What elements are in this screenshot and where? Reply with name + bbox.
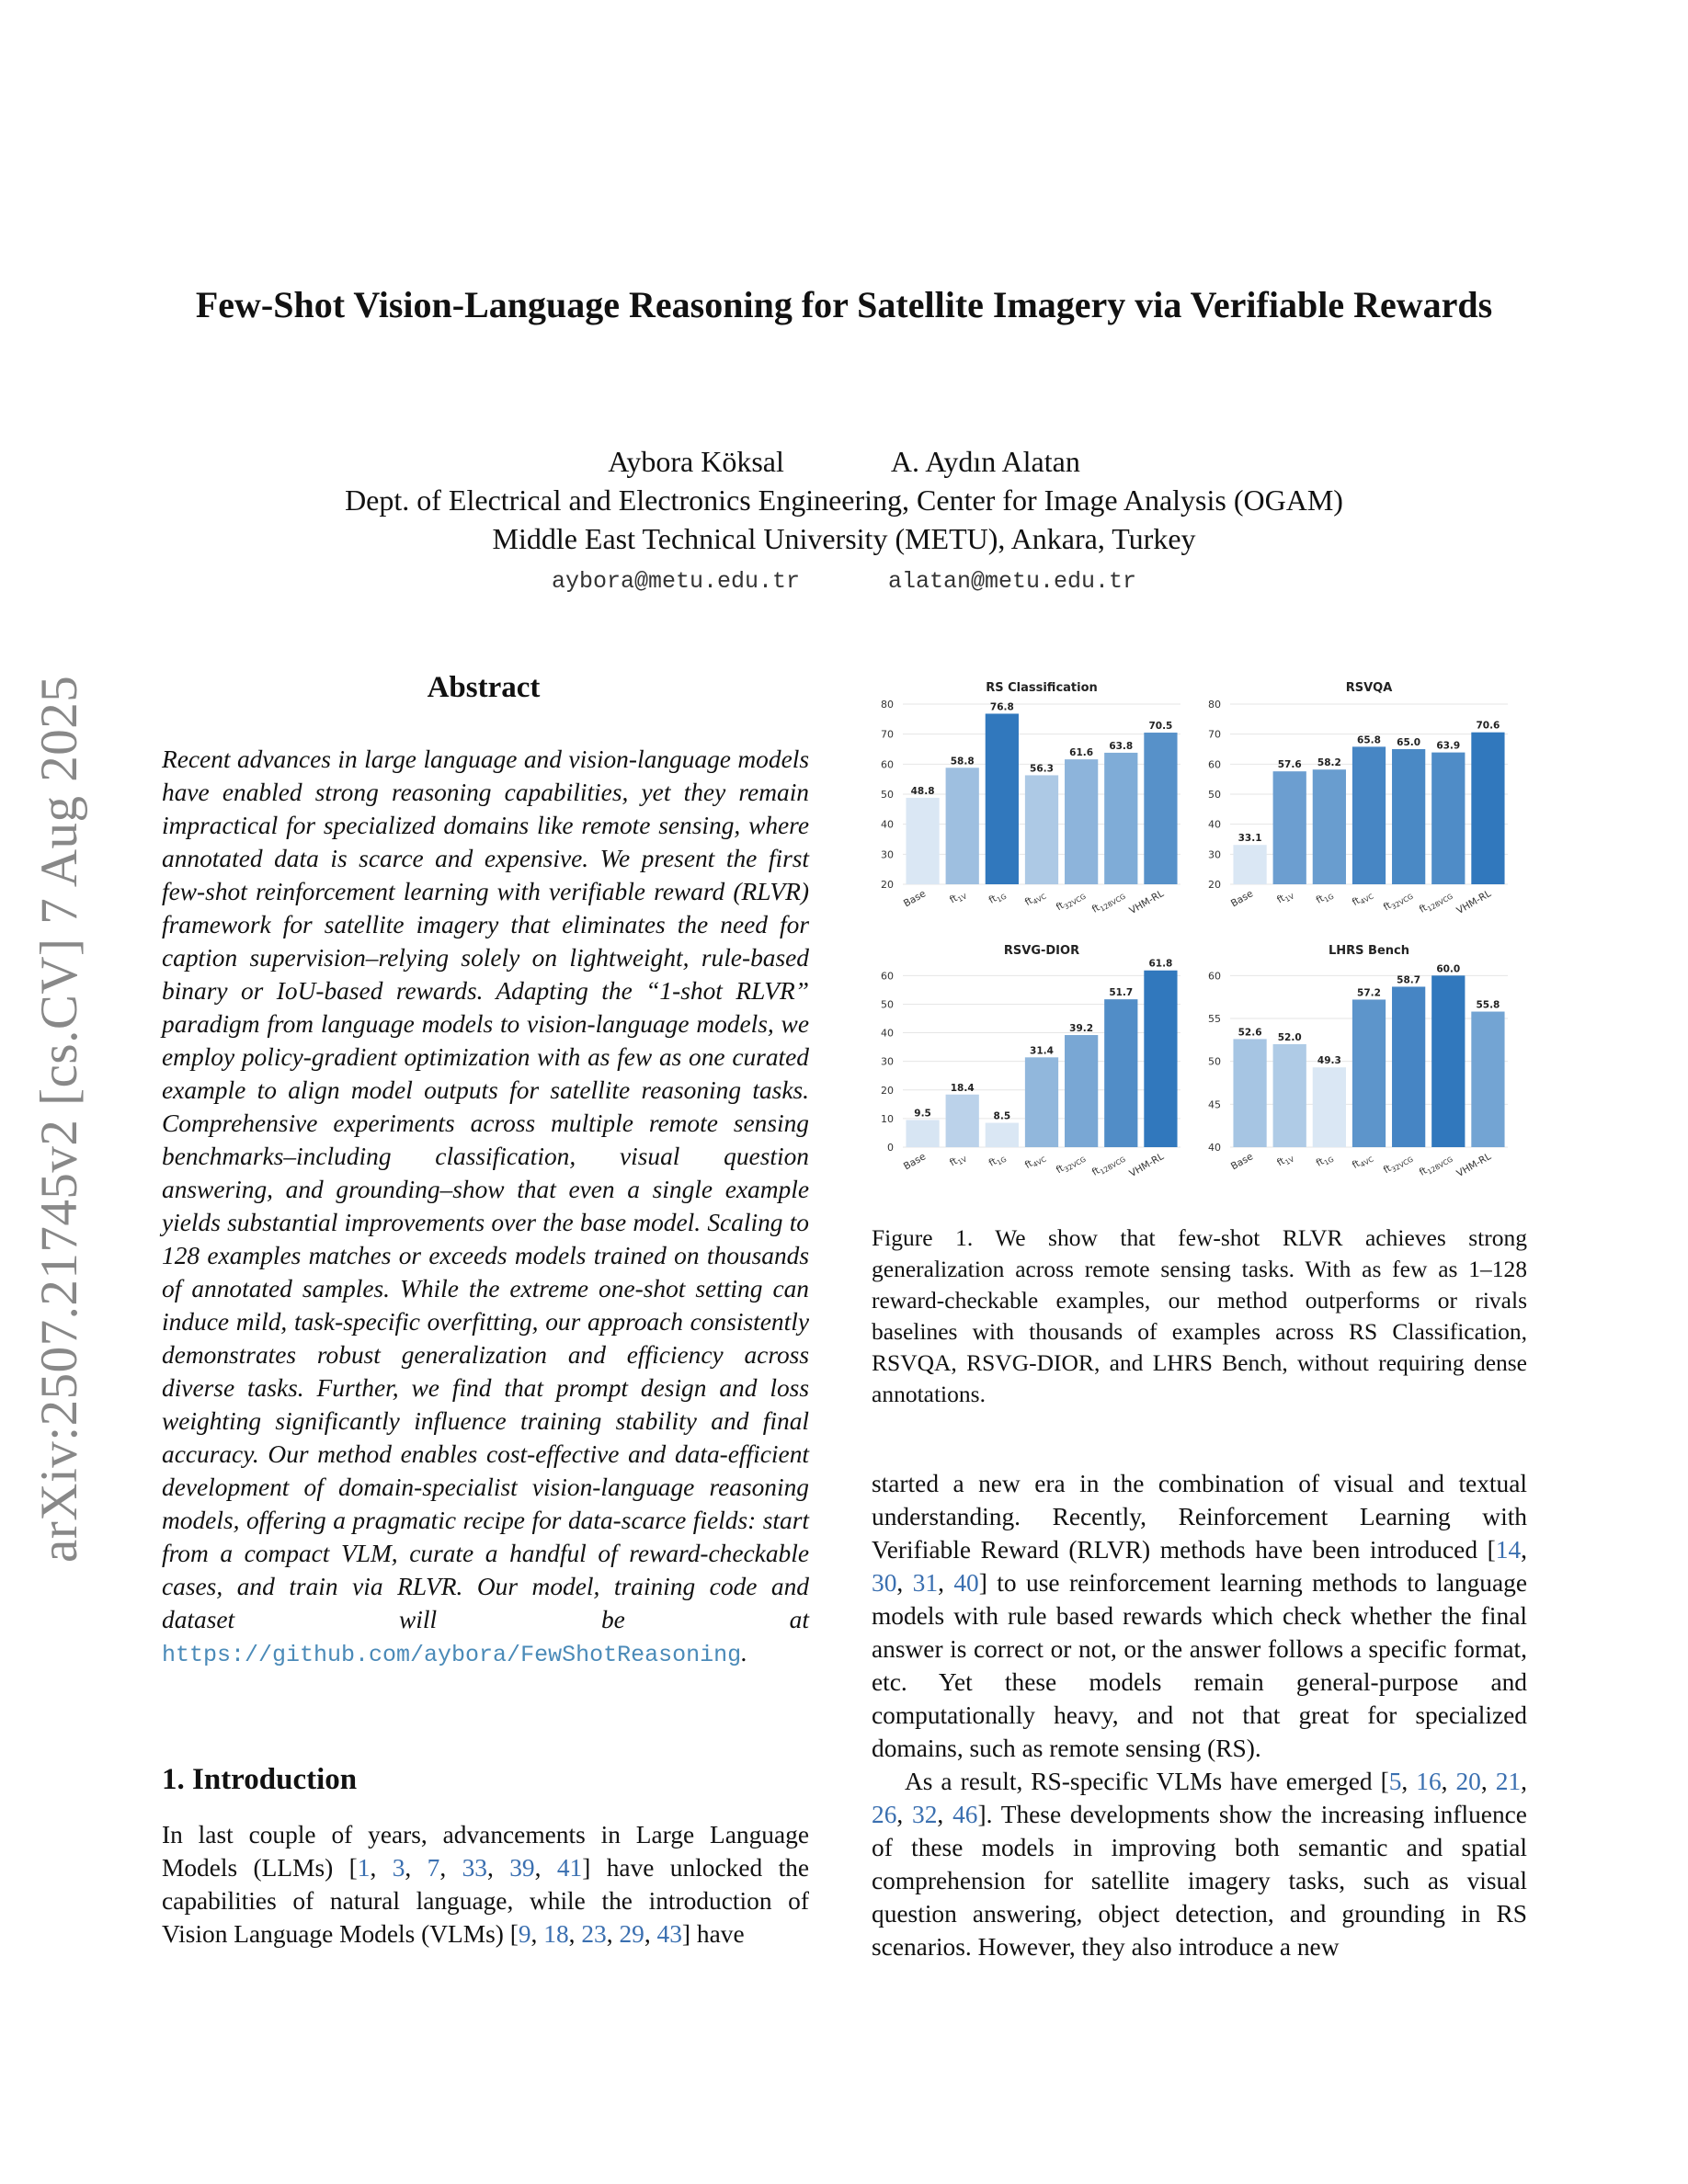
bar [1392, 749, 1425, 884]
x-tick-label [1275, 888, 1296, 907]
x-tick-label [1055, 1151, 1088, 1177]
tick-main: ft [987, 1155, 999, 1169]
citation-separator: , [370, 1854, 393, 1882]
bar-value-label: 70.5 [1148, 721, 1173, 733]
bar-value-label: 9.5 [914, 1108, 931, 1120]
bar-value-label: 39.2 [1069, 1023, 1094, 1035]
bar [986, 1123, 1019, 1147]
bar-value-label: 76.8 [989, 701, 1014, 713]
tick-subscript: 1V [1283, 1155, 1296, 1167]
bar-value-label: 57.2 [1357, 987, 1381, 999]
chart-panel [1208, 681, 1508, 916]
citation-separator: , [1401, 1768, 1417, 1795]
bar [986, 713, 1019, 884]
abstract-text: Recent advances in large language and vision-language models have enabled strong reasoning capabilities, yet they remain impractical for specialized domains like remote sensing, where annotated data is scarce and expensive. We present the first few-shot reinforcement learning with verifiable reward (RLVR) framework for satellite imagery that eliminates the need for caption supervision–relying solely on lightweight, rule-based binary or IoU-based rewards. Adapting the “1-shot RLVR” paradigm from language models to vision-language models, we employ policy-gradient optimization with as few as one curated example to align model outputs for satellite reasoning tasks. Comprehensive experiments across multiple remote sensing benchmarks–including classification, visual question answering, and grounding–show that even a single example yields substantial improvements over the base model. Scaling to 128 examples matches or exceeds models trained on thousands of annotated samples. While the extreme one-shot setting can induce mild, task-specific overfitting, our approach consistently demonstrates robust generalization and efficiency across diverse tasks. Further, we find that prompt design and loss weighting significantly influence training stability and final accuracy. Our method enables cost-effective and data-efficient development of domain-specialist vision-language reasoning models, offering a pragmatic recipe for data-scarce fields: start from a compact VLM, curate a handful of reward-checkable cases, and train via RLVR. Our model, training code and dataset will be at [162, 745, 809, 1633]
tick-subscript: 32VCG [1389, 1155, 1415, 1175]
text-run: ] have unlocked the capabilities of natural language, while the introduction of Vision Language Models (VLMs) [ [162, 1854, 810, 1948]
tick-main: ft [1350, 1157, 1363, 1171]
tick-subscript: 4VC [1031, 1155, 1048, 1169]
figure-caption: Figure 1. We show that few-shot RLVR achieves strong generalization across remote sensing tasks. With as few as 1–128 reward-checkable examples, our method outperforms or rivals baselines with thousands of examples across RS Classification, RSVQA, RSVG-DIOR, and LHRS Bench, without requiring dense annotations. [872, 1224, 1527, 1407]
y-tick-label: 40 [1208, 818, 1221, 831]
x-tick-label [1090, 888, 1127, 916]
section-heading-introduction: 1. Introduction [162, 1763, 358, 1796]
bar [1352, 999, 1386, 1147]
citation-separator: , [896, 1569, 913, 1597]
email: aybora@metu.edu.tr [551, 568, 800, 595]
bar-value-label: 33.1 [1237, 833, 1262, 845]
y-tick-label: 60 [881, 758, 894, 771]
citation-separator: , [896, 1801, 913, 1828]
tick-main: ft [1275, 893, 1287, 906]
citation-separator: , [530, 1920, 544, 1948]
bar-value-label: 65.0 [1397, 737, 1421, 748]
citation-ref[interactable]: 16 [1416, 1768, 1442, 1795]
tick-main: ft [987, 893, 999, 906]
tick-main: ft [948, 1155, 960, 1169]
x-tick-label [1315, 1151, 1336, 1170]
x-tick-label [1275, 1151, 1296, 1170]
bar-value-label: 31.4 [1030, 1045, 1054, 1057]
bar [1065, 1035, 1098, 1147]
author-name: A. Aydın Alatan [890, 445, 1080, 478]
x-tick-label [948, 888, 969, 907]
figure-1-charts [868, 677, 1526, 1191]
y-tick-label: 50 [881, 998, 894, 1011]
citation-ref[interactable]: 32 [912, 1801, 938, 1828]
text-run: ]. These developments show the increasing influence of these models in improving both semantic and spatial comprehension for satellite imagery tasks, such as visual question answering, object detection, and grounding in RS scenarios. However, they also introduce a new [872, 1801, 1527, 1961]
tick-subscript: 1G [995, 892, 1009, 904]
citation-group [358, 1854, 582, 1882]
x-tick-label: Base [1228, 888, 1256, 910]
y-tick-label: 30 [881, 1055, 894, 1068]
chart-title: RSVQA [1345, 681, 1393, 695]
citation-ref[interactable]: 5 [1388, 1768, 1402, 1795]
tick-subscript: 1V [956, 892, 969, 904]
bar-value-label: 56.3 [1030, 763, 1054, 775]
bar-value-label: 63.8 [1109, 740, 1134, 752]
abstract-body [162, 743, 809, 1672]
right-column-paragraph [872, 1467, 1527, 1765]
x-tick-label: VHM-RL [1127, 888, 1166, 917]
tick-subscript: 1G [1322, 892, 1336, 904]
citation-ref[interactable]: 23 [581, 1920, 607, 1948]
bar-value-label: 49.3 [1317, 1055, 1341, 1067]
citation-separator: , [486, 1854, 510, 1882]
x-tick-label [987, 1151, 1009, 1170]
x-tick-label: VHM-RL [1454, 888, 1493, 917]
y-tick-label: 20 [881, 879, 894, 891]
y-tick-label: 40 [881, 1027, 894, 1040]
citation-separator: , [1521, 1536, 1527, 1564]
x-tick-label: Base [1228, 1151, 1256, 1173]
paper-title: Few-Shot Vision-Language Reasoning for Satellite Imagery via Verifiable Rewards [195, 284, 1493, 325]
citation-ref[interactable]: 1 [357, 1854, 371, 1882]
chart-panel [1208, 944, 1508, 1179]
x-tick-label [1315, 888, 1336, 907]
x-tick-label: VHM-RL [1454, 1151, 1493, 1180]
chart-panel [881, 944, 1180, 1179]
bar-value-label: 61.8 [1148, 958, 1173, 970]
text-run: started a new era in the combination of visual and textual understanding. Recently, Reinforcement Learning with Verifiable Reward (RLVR) methods have been introduced [ [872, 1470, 1527, 1564]
chart-panel [881, 681, 1180, 916]
bar-value-label: 63.9 [1436, 740, 1461, 752]
tick-main: ft [1381, 1163, 1394, 1177]
intro-paragraph [162, 1818, 809, 1951]
y-tick-label: 50 [1208, 1055, 1221, 1068]
bar [946, 1095, 979, 1147]
tick-subscript: 128VCG [1098, 892, 1127, 914]
tick-main: ft [1417, 902, 1430, 916]
bar [1233, 1039, 1266, 1147]
tick-main: ft [1022, 1157, 1035, 1171]
right-column-paragraph [872, 1765, 1527, 1963]
y-tick-label: 70 [881, 728, 894, 741]
bar-value-label: 58.8 [950, 756, 975, 768]
citation-separator: , [568, 1920, 582, 1948]
tick-subscript: 32VCG [1389, 892, 1415, 912]
citation-ref[interactable]: 9 [518, 1920, 531, 1948]
x-tick-label: VHM-RL [1127, 1151, 1166, 1180]
citation-separator: , [938, 1569, 954, 1597]
chart-title: RS Classification [986, 681, 1098, 695]
citation-ref[interactable]: 7 [427, 1854, 440, 1882]
tick-subscript: 4VC [1031, 892, 1048, 906]
y-tick-label: 20 [881, 1084, 894, 1097]
citation-group [519, 1920, 682, 1948]
tick-subscript: 128VCG [1425, 892, 1454, 914]
tick-main: ft [1054, 1163, 1066, 1177]
x-tick-label [1382, 888, 1415, 915]
y-tick-label: 40 [881, 818, 894, 831]
citation-separator: , [439, 1854, 462, 1882]
y-tick-label: 50 [881, 789, 894, 801]
bar-value-label: 55.8 [1476, 999, 1500, 1011]
citation-separator: , [1441, 1768, 1456, 1795]
x-tick-label [1382, 1151, 1415, 1177]
tick-subscript: 1G [995, 1155, 1009, 1167]
citation-separator: , [534, 1854, 557, 1882]
y-tick-label: 20 [1208, 879, 1221, 891]
bar [1313, 769, 1346, 884]
text-run: As a result, RS-specific VLMs have emerged [ [905, 1768, 1389, 1795]
y-tick-label: 50 [1208, 789, 1221, 801]
bar [1431, 975, 1465, 1147]
tick-main: ft [1275, 1155, 1287, 1169]
y-tick-label: 40 [1208, 1142, 1221, 1154]
bar-value-label: 70.6 [1476, 720, 1500, 732]
tick-main: ft [1089, 902, 1102, 916]
bar [1233, 845, 1266, 884]
bar [1025, 775, 1058, 884]
y-tick-label: 60 [1208, 970, 1221, 983]
citation-separator: , [937, 1801, 953, 1828]
citation-separator: , [606, 1920, 620, 1948]
tick-subscript: 1G [1322, 1155, 1336, 1167]
y-tick-label: 10 [881, 1112, 894, 1125]
citation-ref[interactable]: 21 [1495, 1768, 1522, 1795]
tick-main: ft [1089, 1165, 1102, 1178]
y-tick-label: 45 [1208, 1098, 1221, 1111]
tick-main: ft [1381, 900, 1394, 914]
email-list [0, 568, 1688, 595]
bar [1471, 733, 1504, 884]
tick-subscript: 1V [1283, 892, 1296, 904]
tick-subscript: 128VCG [1425, 1155, 1454, 1177]
y-tick-label: 60 [1208, 758, 1221, 771]
citation-ref[interactable]: 31 [912, 1569, 939, 1597]
y-tick-label: 80 [881, 699, 894, 711]
x-tick-label [1418, 888, 1454, 916]
abstract-heading: Abstract [427, 671, 541, 704]
x-tick-label: Base [901, 1151, 929, 1173]
author-list [0, 443, 1688, 480]
bar [1273, 771, 1306, 884]
citation-ref[interactable]: 26 [872, 1801, 897, 1828]
bar-value-label: 52.6 [1237, 1027, 1262, 1039]
tick-subscript: 1V [956, 1155, 969, 1167]
citation-ref[interactable]: 43 [656, 1920, 682, 1948]
bar [1313, 1067, 1346, 1147]
x-tick-label [1023, 888, 1048, 910]
abstract-end: . [741, 1639, 747, 1666]
tick-main: ft [948, 893, 960, 906]
x-tick-label: Base [901, 888, 929, 910]
author-name: Aybora Köksal [608, 445, 784, 478]
github-link[interactable]: https://github.com/aybora/FewShotReasoning [162, 1642, 742, 1668]
tick-subscript: 32VCG [1062, 892, 1088, 912]
x-tick-label [948, 1151, 969, 1170]
email: alatan@metu.edu.tr [888, 568, 1137, 595]
affiliation-line: Middle East Technical University (METU), Ankara, Turkey [492, 522, 1196, 555]
tick-main: ft [1350, 894, 1363, 908]
citation-ref[interactable]: 18 [543, 1920, 569, 1948]
bar [1144, 733, 1177, 884]
tick-main: ft [1314, 893, 1327, 906]
bar-value-label: 18.4 [950, 1082, 975, 1094]
citation-separator: , [1521, 1768, 1527, 1795]
bar-value-label: 57.6 [1277, 759, 1302, 771]
y-tick-label: 80 [1208, 699, 1221, 711]
tick-subscript: 4VC [1358, 1155, 1375, 1169]
tick-subscript: 128VCG [1098, 1155, 1127, 1177]
text-run: In last couple of years, advancements in Large Language Models (LLMs) [ [162, 1821, 809, 1882]
chart-title: RSVG-DIOR [1003, 944, 1080, 958]
tick-subscript: 32VCG [1062, 1155, 1088, 1175]
citation-separator: , [1480, 1768, 1496, 1795]
citation-ref[interactable]: 3 [392, 1854, 405, 1882]
tick-main: ft [1054, 900, 1066, 914]
bar-value-label: 65.8 [1357, 734, 1381, 746]
text-run: ] have [681, 1920, 745, 1948]
bar [1392, 986, 1425, 1147]
x-tick-label [1055, 888, 1088, 915]
citation-ref[interactable]: 30 [872, 1569, 897, 1597]
tick-main: ft [1314, 1155, 1327, 1169]
bar [946, 768, 979, 884]
affiliation-line: Dept. of Electrical and Electronics Engineering, Center for Image Analysis (OGAM) [345, 483, 1343, 517]
x-tick-label [1023, 1151, 1048, 1173]
citation-ref[interactable]: 39 [509, 1854, 535, 1882]
bar [1025, 1057, 1058, 1147]
bar-value-label: 58.2 [1317, 757, 1341, 769]
bar-value-label: 60.0 [1436, 963, 1461, 975]
tick-main: ft [1417, 1165, 1430, 1178]
y-tick-label: 70 [1208, 728, 1221, 741]
y-tick-label: 0 [887, 1142, 894, 1154]
y-tick-label: 60 [881, 970, 894, 983]
bar [1431, 753, 1465, 884]
tick-subscript: 4VC [1358, 892, 1375, 906]
x-tick-label [1090, 1151, 1127, 1179]
bar-value-label: 52.0 [1277, 1032, 1302, 1043]
citation-ref[interactable]: 41 [556, 1854, 583, 1882]
citation-separator: , [644, 1920, 657, 1948]
citation-ref[interactable]: 46 [952, 1801, 978, 1828]
bar-value-label: 61.6 [1069, 747, 1094, 759]
bar [1144, 971, 1177, 1147]
bar [1104, 753, 1137, 884]
bar [1352, 746, 1386, 884]
arxiv-identifier: arXiv:2507.21745v2 [cs.CV] 7 Aug 2025 [30, 675, 88, 1563]
tick-main: ft [1022, 894, 1035, 908]
bar [1273, 1044, 1306, 1147]
bar-value-label: 48.8 [910, 785, 935, 797]
x-tick-label [1351, 1151, 1375, 1173]
x-tick-label [1351, 888, 1375, 910]
citation-ref[interactable]: 33 [462, 1854, 487, 1882]
citation-separator: , [405, 1854, 428, 1882]
chart-title: LHRS Bench [1328, 944, 1410, 958]
x-tick-label [1418, 1151, 1454, 1179]
y-tick-label: 30 [1208, 848, 1221, 861]
y-tick-label: 30 [881, 848, 894, 861]
bar [1471, 1012, 1504, 1147]
bar-value-label: 58.7 [1397, 974, 1421, 986]
text-run: ] to use reinforcement learning methods to language models with rule based rewards which check whether the final answer is correct or not, or the answer follows a specific format, etc. Yet these models remain general-purpose and computationally heavy, and not that great for specialized domains, such as remote sensing (RS). [872, 1569, 1527, 1762]
citation-ref[interactable]: 40 [953, 1569, 979, 1597]
y-tick-label: 55 [1208, 1013, 1221, 1025]
bar [906, 798, 939, 884]
citation-ref[interactable]: 20 [1455, 1768, 1481, 1795]
x-tick-label [987, 888, 1009, 907]
citation-ref[interactable]: 14 [1495, 1536, 1522, 1564]
bar [906, 1120, 939, 1147]
bar [1065, 759, 1098, 884]
bar [1104, 999, 1137, 1147]
citation-ref[interactable]: 29 [619, 1920, 644, 1948]
bar-value-label: 8.5 [993, 1110, 1011, 1122]
bar-value-label: 51.7 [1109, 987, 1134, 999]
